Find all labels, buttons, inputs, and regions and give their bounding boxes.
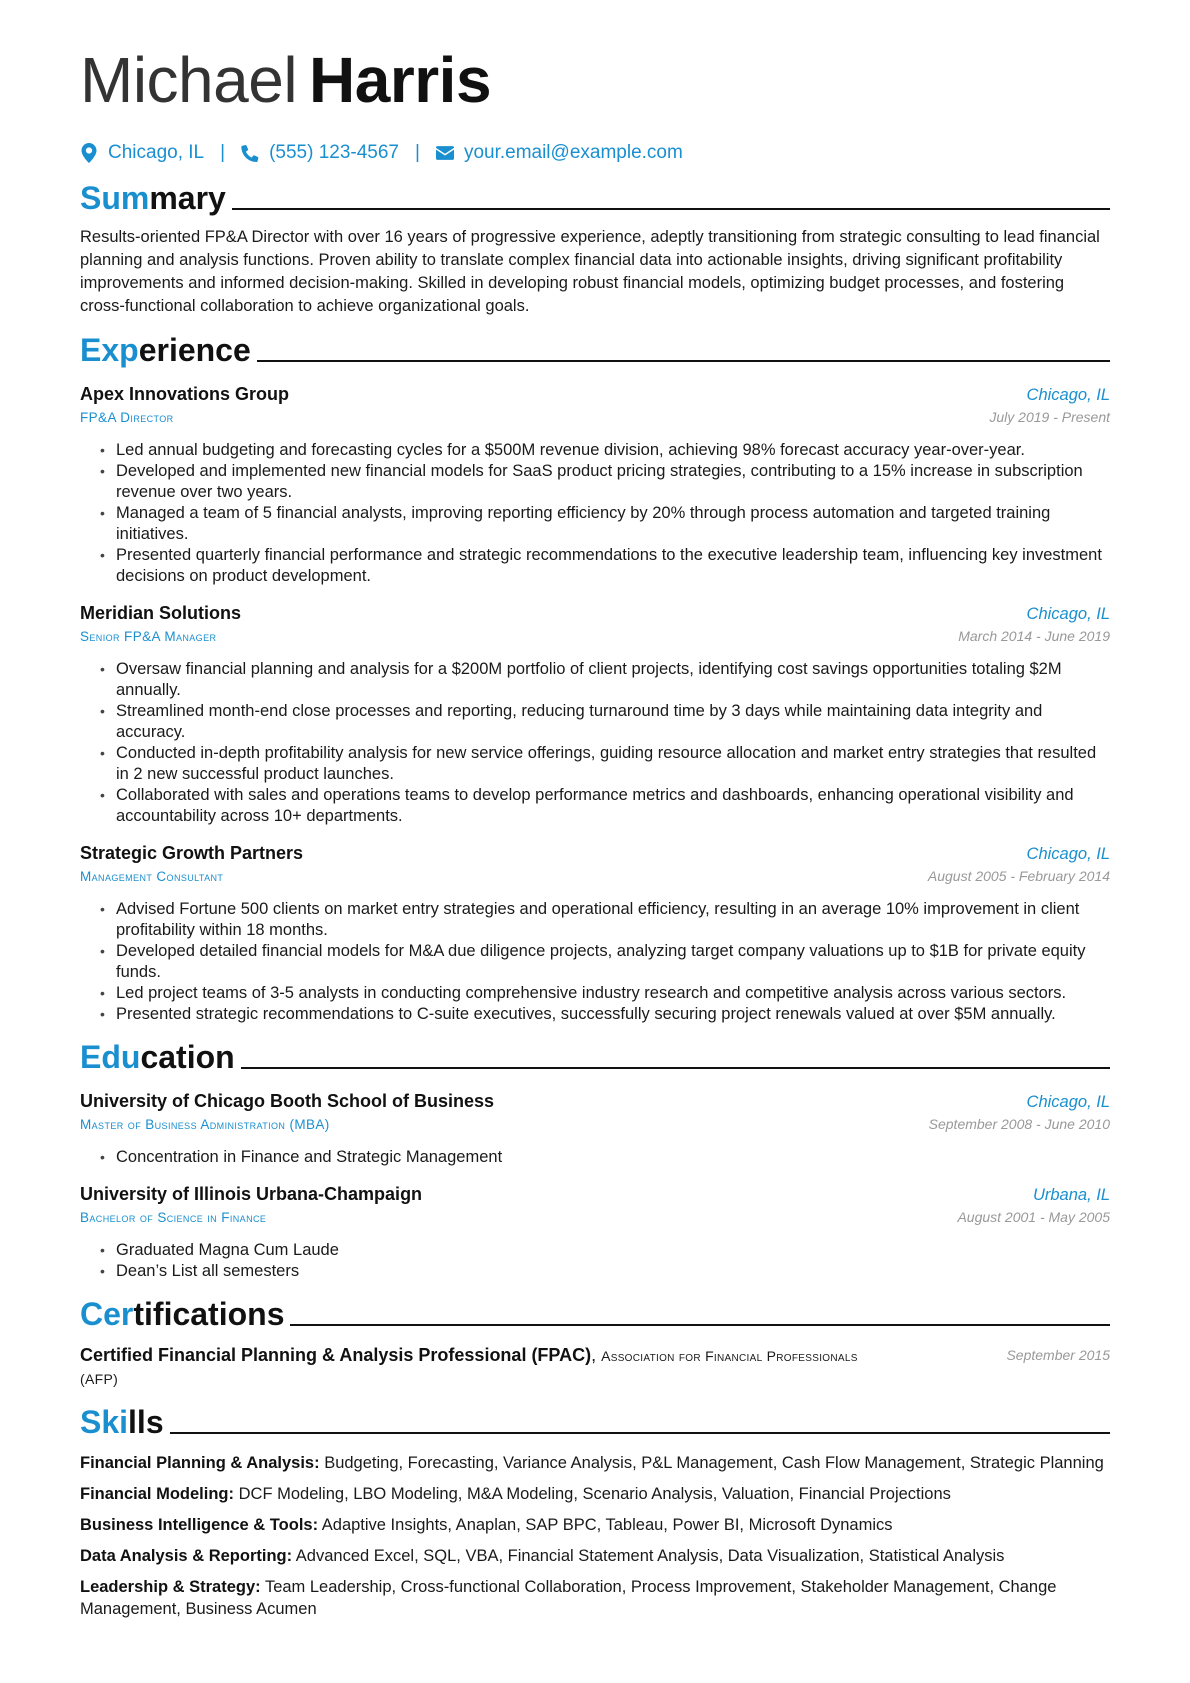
school-dates: August 2001 - May 2005: [957, 1209, 1110, 1225]
contact-bar: [80, 140, 1110, 166]
envelope-icon: [436, 143, 454, 163]
section-rule: [290, 1324, 1110, 1326]
skill-values: Team Leadership, Cross-functional Collaboration, Process Improvement, Stakeholder Management, Change Management, Business Acumen: [80, 1578, 1057, 1618]
last-name: Harris: [309, 44, 492, 116]
bullet-item: • Developed and implemented new financial models for SaaS product pricing strategies, contributing to a 15% increase in subscription revenue over two years.: [116, 461, 1110, 503]
skill-label: Data Analysis & Reporting:: [80, 1547, 293, 1565]
job-location: Chicago, IL: [1026, 605, 1110, 623]
job-dates: August 2005 - February 2014: [927, 868, 1110, 884]
school-name: University of Illinois Urbana-Champaign: [80, 1184, 423, 1204]
bullet-item: • Presented quarterly financial performance and strategic recommendations to the executive leadership team, influencing key investment decisions on product development.: [116, 545, 1110, 587]
job-bullets: [80, 659, 1110, 827]
degree-name: Bachelor of Science in Finance: [80, 1210, 267, 1225]
bullet-item: • Dean’s List all semesters: [116, 1261, 1110, 1282]
company-name: Apex Innovations Group: [80, 384, 290, 404]
contact-email[interactable]: [436, 140, 683, 166]
skill-label: Financial Modeling:: [80, 1485, 235, 1503]
skill-label: Business Intelligence & Tools:: [80, 1516, 319, 1534]
map-marker-icon: [80, 143, 98, 163]
bullet-item: • Led annual budgeting and forecasting cycles for a $500M revenue division, achieving 98% forecast accuracy year-over-year.: [116, 440, 1110, 461]
section-education-header: [80, 1035, 1110, 1075]
section-rule: [241, 1067, 1110, 1069]
skills-list: [80, 1452, 1110, 1620]
job-title: Management Consultant: [80, 869, 224, 884]
bullet-item: • Oversaw financial planning and analysis for a $200M portfolio of client projects, identifying cost savings opportunities totaling $2M annually.: [116, 659, 1110, 701]
skill-row: [80, 1576, 1110, 1620]
job-title: Senior FP&A Manager: [80, 629, 217, 644]
contact-location: [80, 140, 204, 166]
location-text: Chicago, IL: [108, 142, 205, 163]
skill-values: Budgeting, Forecasting, Variance Analysis, P&L Management, Cash Flow Management, Strategic Planning: [324, 1454, 1104, 1472]
bullet-item: • Graduated Magna Cum Laude: [116, 1240, 1110, 1261]
education-bullets: [80, 1147, 1110, 1168]
bullet-item: • Developed detailed financial models for M&A due diligence projects, analyzing target company valuations up to $1B for private equity funds.: [116, 941, 1110, 983]
section-certifications-header: [80, 1292, 1110, 1332]
phone-text: (555) 123-4567: [269, 142, 399, 163]
skill-row: [80, 1452, 1110, 1474]
certification-details: Certified Financial Planning & Analysis Professional (FPAC), Association for Financial Professionals (AFP): [80, 1345, 858, 1387]
candidate-name: [80, 40, 1110, 120]
summary-text: Results-oriented FP&A Director with over 16 years of progressive experience, adeptly transitioning from strategic consulting to lead financial planning and analysis functions. Proven ability to translate complex financial data into actionable insights, driving significant profitability improvements and informed decision-making. Skilled in developing robust financial models, optimizing budget processes, and fostering cross-functional collaboration to achieve organizational goals.: [80, 228, 1100, 315]
section-title: Education: [80, 1039, 235, 1075]
section-rule: [232, 208, 1110, 210]
education-entry: [80, 1089, 1110, 1168]
job-location: Chicago, IL: [1026, 845, 1110, 863]
school-dates: September 2008 - June 2010: [928, 1116, 1110, 1132]
bullet-item: • Advised Fortune 500 clients on market entry strategies and operational efficiency, resulting in an average 10% improvement in client profitability within 18 months.: [116, 899, 1110, 941]
skill-label: Financial Planning & Analysis:: [80, 1454, 320, 1472]
school-location: Urbana, IL: [1032, 1186, 1110, 1204]
job-entry: [80, 382, 1110, 587]
bullet-item: • Led project teams of 3-5 analysts in conducting comprehensive industry research and competitive analysis across various sectors.: [116, 983, 1110, 1004]
job-dates: March 2014 - June 2019: [958, 628, 1110, 644]
job-title: FP&A Director: [80, 410, 174, 425]
certification-date: September 2015: [1006, 1347, 1110, 1363]
bullet-item: • Streamlined month-end close processes and reporting, reducing turnaround time by 3 days while maintaining data integrity and accuracy.: [116, 701, 1110, 743]
section-experience-header: [80, 328, 1110, 368]
skill-label: Leadership & Strategy:: [80, 1578, 261, 1596]
company-name: Meridian Solutions: [80, 603, 242, 623]
school-location: Chicago, IL: [1026, 1093, 1110, 1111]
education-entry: [80, 1182, 1110, 1282]
education-bullets: [80, 1240, 1110, 1282]
email-link: your.email@example.com: [463, 142, 683, 163]
section-title: Skills: [80, 1404, 164, 1440]
first-name: Michael: [80, 44, 298, 116]
skill-row: [80, 1545, 1110, 1567]
job-bullets: [80, 440, 1110, 587]
company-name: Strategic Growth Partners: [80, 843, 304, 863]
bullet-item: • Collaborated with sales and operations teams to develop performance metrics and dashboards, enhancing operational visibility and accountability across 10+ departments.: [116, 785, 1110, 827]
contact-separator: |: [220, 142, 226, 163]
bullet-item: • Conducted in-depth profitability analysis for new service offerings, guiding resource allocation and market entry strategies that resulted in 2 new successful product launches.: [116, 743, 1110, 785]
bullet-item: • Managed a team of 5 financial analysts, improving reporting efficiency by 20% through process automation and targeted training initiatives.: [116, 503, 1110, 545]
job-dates: July 2019 - Present: [989, 409, 1110, 425]
skill-values: Adaptive Insights, Anaplan, SAP BPC, Tableau, Power BI, Microsoft Dynamics: [321, 1516, 893, 1534]
section-summary-header: [80, 176, 1110, 216]
section-skills-header: [80, 1400, 1110, 1440]
job-bullets: [80, 899, 1110, 1025]
section-rule: [257, 360, 1110, 362]
certification-name: Certified Financial Planning & Analysis Professional (FPAC): [80, 1345, 592, 1365]
section-title: Summary: [80, 180, 226, 216]
section-title: Certifications: [80, 1296, 285, 1332]
school-name: University of Chicago Booth School of Business: [80, 1091, 495, 1111]
certification-entry: [80, 1344, 1110, 1390]
certification-org: Association for Financial Professionals (AFP): [80, 1348, 858, 1387]
degree-name: Master of Business Administration (MBA): [80, 1117, 330, 1132]
contact-separator: |: [415, 142, 420, 163]
job-entry: [80, 841, 1110, 1025]
section-title: Experience: [80, 332, 251, 368]
skill-row: [80, 1483, 1110, 1505]
section-rule: [170, 1432, 1110, 1434]
job-entry: [80, 601, 1110, 827]
job-location: Chicago, IL: [1026, 386, 1110, 404]
phone-icon: [241, 143, 259, 163]
bullet-item: • Presented strategic recommendations to C-suite executives, successfully securing project renewals valued at over $5M annually.: [116, 1004, 1110, 1025]
bullet-item: • Concentration in Finance and Strategic Management: [116, 1147, 1110, 1168]
skill-values: DCF Modeling, LBO Modeling, M&A Modeling, Scenario Analysis, Valuation, Financial Projections: [238, 1485, 951, 1503]
contact-phone[interactable]: [241, 140, 399, 166]
skill-values: Advanced Excel, SQL, VBA, Financial Statement Analysis, Data Visualization, Statistical Analysis: [295, 1547, 1005, 1565]
skill-row: [80, 1514, 1110, 1536]
